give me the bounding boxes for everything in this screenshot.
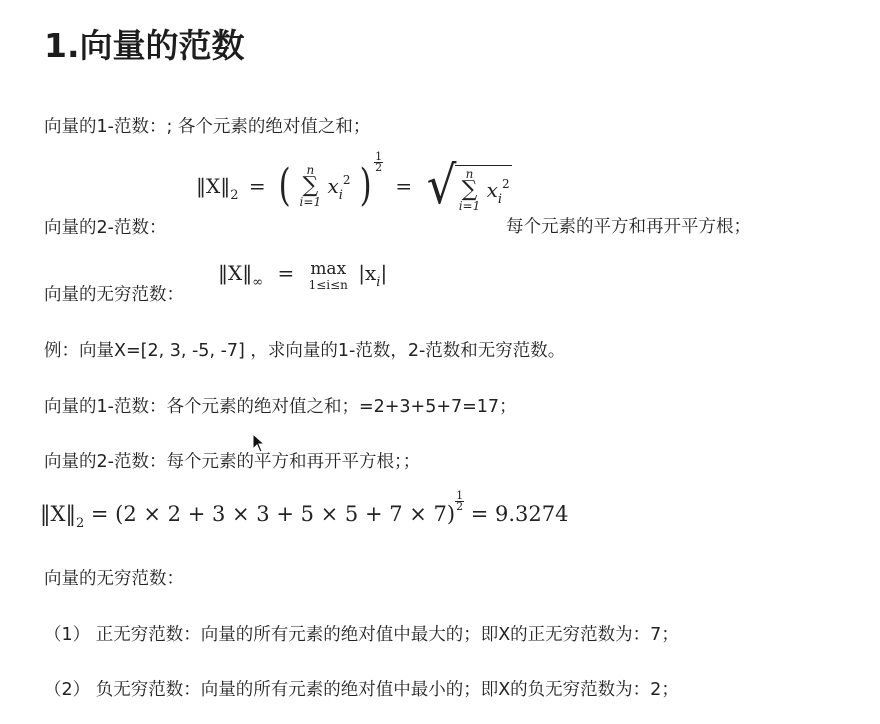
- index-i: i: [338, 188, 343, 203]
- calc-norm-subscript: 2: [75, 516, 85, 531]
- infinity-subscript: ∞: [252, 275, 264, 290]
- norm2-formula: [196, 149, 512, 230]
- example-norm2: 向量的2-范数：每个元素的平方和再开平方根；；: [44, 452, 421, 472]
- variable-x: x: [327, 174, 339, 198]
- negative-infinity-norm: （2） 负无穷范数：向量的所有元素的绝对值中最小的；即X的负无穷范数为：2；: [44, 680, 679, 700]
- sum-lower-limit: i=1: [299, 195, 322, 209]
- mouse-cursor-icon: [252, 433, 266, 453]
- equals-sign-inf: =: [277, 261, 295, 285]
- example-norm2-calculation: [40, 489, 569, 531]
- calc-norm-symbol: ‖X‖: [40, 502, 76, 526]
- calc-body: = (2 × 2 + 3 × 3 + 5 × 5 + 7 × 7): [84, 502, 456, 526]
- example-norm1: 向量的1-范数：各个元素的绝对值之和；=2+3+5+7=17；: [44, 397, 517, 417]
- equals-sign: =: [248, 174, 266, 198]
- square-exponent: 2: [342, 173, 351, 187]
- norm-inf-label: 向量的无穷范数：: [44, 285, 184, 305]
- norm-symbol-inf: ‖X‖: [218, 261, 253, 285]
- norm2-description: 每个元素的平方和再开平方根；: [506, 217, 751, 237]
- section-title: 1.向量的范数: [44, 26, 245, 65]
- norm1-definition: 向量的1-范数：; 各个元素的绝对值之和；: [44, 117, 371, 137]
- equals-sign-2: =: [395, 174, 413, 198]
- example-statement: 例：向量X=[2, 3, -5, -7] ，求向量的1-范数，2-范数和无穷范数。: [44, 341, 566, 361]
- abs-index: i: [376, 275, 381, 290]
- square-root: [425, 156, 512, 216]
- summation-2: n ∑ i=1: [458, 166, 481, 213]
- norm-inf-formula: [218, 261, 387, 293]
- max-operator: [309, 261, 348, 293]
- summation: [300, 164, 322, 208]
- max-label: max: [310, 259, 347, 279]
- sqrt-radicand: n ∑ i=1 $x_i^2$: [455, 165, 512, 212]
- abs-close: |: [380, 261, 388, 285]
- half-exponent: $\frac{1}{2}$: [375, 149, 383, 174]
- norm-symbol: ‖X‖: [196, 174, 231, 198]
- max-limit: 1≤i≤n: [308, 278, 348, 292]
- calc-half-exponent: $\frac{1}{2}$: [456, 489, 464, 513]
- calc-result: = 9.3274: [464, 502, 569, 526]
- example-inf-heading: 向量的无穷范数：: [44, 569, 184, 589]
- norm2-label: 向量的2-范数：: [44, 218, 167, 238]
- left-paren: (: [278, 160, 291, 211]
- sqrt-symbol: √: [426, 156, 457, 216]
- norm-subscript: 2: [230, 188, 239, 203]
- right-paren: ): [359, 160, 372, 211]
- sum-upper-limit: n: [306, 163, 315, 177]
- sum-symbol: ∑: [302, 173, 319, 198]
- abs-x: |x: [358, 261, 377, 285]
- positive-infinity-norm: （1） 正无穷范数：向量的所有元素的绝对值中最大的；即X的正无穷范数为：7；: [44, 625, 679, 645]
